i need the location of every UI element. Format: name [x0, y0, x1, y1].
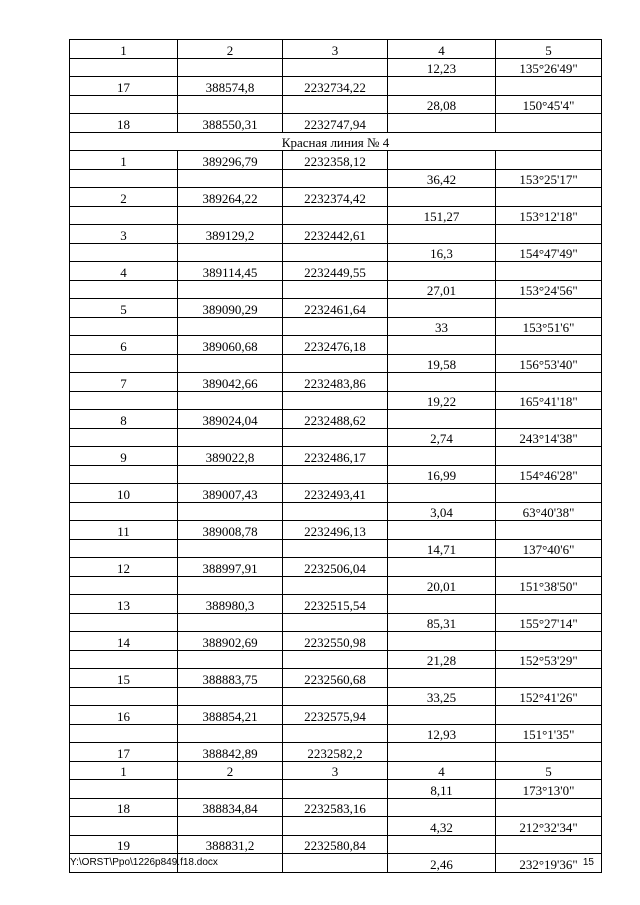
- y-coordinate-cell: [283, 206, 388, 225]
- table-row: [70, 206, 602, 225]
- x-coordinate-cell: 389114,45: [178, 262, 283, 281]
- bearing-cell: 150°45'4": [496, 95, 602, 114]
- x-coordinate-cell: [178, 780, 283, 799]
- length-cell: [388, 447, 496, 466]
- x-coordinate-cell: 389129,2: [178, 225, 283, 244]
- table-row: [70, 484, 602, 503]
- bearing-cell: 154°47'49": [496, 243, 602, 262]
- bearing-cell: 151°1'35": [496, 724, 602, 743]
- x-coordinate-cell: 388842,89: [178, 743, 283, 762]
- x-coordinate-cell: [178, 206, 283, 225]
- x-coordinate-cell: [178, 650, 283, 669]
- y-coordinate-cell: [283, 780, 388, 799]
- y-coordinate-cell: [283, 354, 388, 373]
- bearing-cell: 232°19'36": [496, 854, 602, 873]
- y-coordinate-cell: [283, 502, 388, 521]
- bearing-cell: 173°13'0": [496, 780, 602, 799]
- length-cell: 20,01: [388, 576, 496, 595]
- point-number-cell: 6: [70, 336, 178, 355]
- bearing-cell: 156°53'40": [496, 354, 602, 373]
- x-coordinate-cell: [178, 317, 283, 336]
- length-cell: 33: [388, 317, 496, 336]
- point-number-cell: 13: [70, 595, 178, 614]
- bearing-cell: [496, 558, 602, 577]
- y-coordinate-cell: [283, 817, 388, 836]
- point-number-cell: 10: [70, 484, 178, 503]
- table-row: [70, 539, 602, 558]
- y-coordinate-cell: 3: [283, 761, 388, 780]
- point-number-cell: 19: [70, 835, 178, 854]
- point-number-cell: 3: [70, 225, 178, 244]
- x-coordinate-cell: 388902,69: [178, 632, 283, 651]
- x-coordinate-cell: [178, 280, 283, 299]
- table-row: [70, 354, 602, 373]
- x-coordinate-cell: 388883,75: [178, 669, 283, 688]
- y-coordinate-cell: 2232506,04: [283, 558, 388, 577]
- bearing-cell: 152°41'26": [496, 687, 602, 706]
- x-coordinate-cell: 389060,68: [178, 336, 283, 355]
- point-number-cell: [70, 243, 178, 262]
- length-cell: [388, 743, 496, 762]
- y-coordinate-cell: 2232550,98: [283, 632, 388, 651]
- point-number-cell: 15: [70, 669, 178, 688]
- table-row: [70, 798, 602, 817]
- length-cell: 21,28: [388, 650, 496, 669]
- x-coordinate-cell: [178, 817, 283, 836]
- table-row: [70, 188, 602, 207]
- bearing-cell: 5: [496, 761, 602, 780]
- bearing-cell: [496, 77, 602, 96]
- x-coordinate-cell: 388834,84: [178, 798, 283, 817]
- x-coordinate-cell: 389296,79: [178, 151, 283, 170]
- table-row: [70, 95, 602, 114]
- length-cell: [388, 114, 496, 133]
- table-row: [70, 410, 602, 429]
- bearing-cell: 152°53'29": [496, 650, 602, 669]
- point-number-cell: [70, 817, 178, 836]
- bearing-cell: [496, 706, 602, 725]
- length-cell: [388, 669, 496, 688]
- x-coordinate-cell: 388997,91: [178, 558, 283, 577]
- bearing-cell: [496, 299, 602, 318]
- point-number-cell: [70, 724, 178, 743]
- point-number-cell: [70, 169, 178, 188]
- bearing-cell: [496, 262, 602, 281]
- point-number-cell: [70, 391, 178, 410]
- y-coordinate-cell: 2232515,54: [283, 595, 388, 614]
- bearing-cell: [496, 521, 602, 540]
- length-cell: [388, 484, 496, 503]
- bearing-cell: 135°26'49": [496, 58, 602, 77]
- footer-page-number: 15: [582, 857, 594, 868]
- x-coordinate-cell: 389264,22: [178, 188, 283, 207]
- point-number-cell: 5: [70, 299, 178, 318]
- bearing-cell: [496, 595, 602, 614]
- y-coordinate-cell: 2232493,41: [283, 484, 388, 503]
- length-cell: 16,99: [388, 465, 496, 484]
- length-cell: [388, 798, 496, 817]
- table-row: [70, 299, 602, 318]
- x-coordinate-cell: [178, 95, 283, 114]
- y-coordinate-cell: 2232583,16: [283, 798, 388, 817]
- x-coordinate-cell: [178, 169, 283, 188]
- point-number-cell: 1: [70, 40, 178, 59]
- y-coordinate-cell: [283, 650, 388, 669]
- x-coordinate-cell: 388574,8: [178, 77, 283, 96]
- bearing-cell: 137°40'6": [496, 539, 602, 558]
- table-row: [70, 576, 602, 595]
- bearing-cell: [496, 336, 602, 355]
- point-number-cell: [70, 502, 178, 521]
- y-coordinate-cell: 2232734,22: [283, 77, 388, 96]
- y-coordinate-cell: [283, 854, 388, 873]
- table-row: [70, 77, 602, 96]
- length-cell: [388, 632, 496, 651]
- length-cell: 12,23: [388, 58, 496, 77]
- bearing-cell: 153°51'6": [496, 317, 602, 336]
- point-number-cell: [70, 354, 178, 373]
- table-row: [70, 114, 602, 133]
- length-cell: [388, 262, 496, 281]
- y-coordinate-cell: [283, 465, 388, 484]
- x-coordinate-cell: 389090,29: [178, 299, 283, 318]
- y-coordinate-cell: 2232560,68: [283, 669, 388, 688]
- length-cell: 4,32: [388, 817, 496, 836]
- table-row: [70, 151, 602, 170]
- bearing-cell: 153°24'56": [496, 280, 602, 299]
- y-coordinate-cell: [283, 95, 388, 114]
- y-coordinate-cell: [283, 317, 388, 336]
- x-coordinate-cell: 2: [178, 761, 283, 780]
- y-coordinate-cell: [283, 391, 388, 410]
- y-coordinate-cell: [283, 428, 388, 447]
- table-row: [70, 595, 602, 614]
- point-number-cell: [70, 428, 178, 447]
- bearing-cell: 151°38'50": [496, 576, 602, 595]
- table-row: [70, 558, 602, 577]
- bearing-cell: 165°41'18": [496, 391, 602, 410]
- y-coordinate-cell: [283, 243, 388, 262]
- point-number-cell: [70, 206, 178, 225]
- length-cell: 28,08: [388, 95, 496, 114]
- point-number-cell: 7: [70, 373, 178, 392]
- y-coordinate-cell: 2232358,12: [283, 151, 388, 170]
- point-number-cell: 17: [70, 77, 178, 96]
- point-number-cell: 18: [70, 798, 178, 817]
- x-coordinate-cell: 389022,8: [178, 447, 283, 466]
- bearing-cell: [496, 669, 602, 688]
- length-cell: 14,71: [388, 539, 496, 558]
- y-coordinate-cell: 2232374,42: [283, 188, 388, 207]
- point-number-cell: 2: [70, 188, 178, 207]
- table-row: [70, 243, 602, 262]
- bearing-cell: 5: [496, 40, 602, 59]
- x-coordinate-cell: 389007,43: [178, 484, 283, 503]
- table-row: [70, 521, 602, 540]
- bearing-cell: 243°14'38": [496, 428, 602, 447]
- bearing-cell: [496, 632, 602, 651]
- length-cell: [388, 188, 496, 207]
- point-number-cell: 9: [70, 447, 178, 466]
- table-row: [70, 317, 602, 336]
- x-coordinate-cell: [178, 243, 283, 262]
- bearing-cell: 153°25'17": [496, 169, 602, 188]
- x-coordinate-cell: 389042,66: [178, 373, 283, 392]
- table-row: [70, 650, 602, 669]
- point-number-cell: 14: [70, 632, 178, 651]
- table-row: [70, 225, 602, 244]
- table-row: [70, 58, 602, 77]
- bearing-cell: [496, 798, 602, 817]
- y-coordinate-cell: 2232442,61: [283, 225, 388, 244]
- point-number-cell: 8: [70, 410, 178, 429]
- y-coordinate-cell: [283, 539, 388, 558]
- table-row: [70, 391, 602, 410]
- table-row: [70, 447, 602, 466]
- point-number-cell: 1: [70, 761, 178, 780]
- x-coordinate-cell: 389008,78: [178, 521, 283, 540]
- x-coordinate-cell: [178, 502, 283, 521]
- point-number-cell: [70, 280, 178, 299]
- point-number-cell: [70, 465, 178, 484]
- bearing-cell: 153°12'18": [496, 206, 602, 225]
- length-cell: [388, 373, 496, 392]
- length-cell: 85,31: [388, 613, 496, 632]
- point-number-cell: 11: [70, 521, 178, 540]
- column-number-row: [70, 40, 602, 59]
- point-number-cell: [70, 539, 178, 558]
- y-coordinate-cell: 2232461,64: [283, 299, 388, 318]
- length-cell: 4: [388, 761, 496, 780]
- x-coordinate-cell: 388831,2: [178, 835, 283, 854]
- table-row: [70, 373, 602, 392]
- length-cell: [388, 558, 496, 577]
- table-row: [70, 465, 602, 484]
- table-row: [70, 613, 602, 632]
- x-coordinate-cell: [178, 391, 283, 410]
- x-coordinate-cell: [178, 354, 283, 373]
- point-number-cell: 12: [70, 558, 178, 577]
- y-coordinate-cell: 2232580,84: [283, 835, 388, 854]
- column-number-row: [70, 761, 602, 780]
- x-coordinate-cell: 388550,31: [178, 114, 283, 133]
- length-cell: 3,04: [388, 502, 496, 521]
- length-cell: [388, 299, 496, 318]
- length-cell: [388, 410, 496, 429]
- bearing-cell: [496, 114, 602, 133]
- table-row: [70, 502, 602, 521]
- table-row: [70, 669, 602, 688]
- bearing-cell: [496, 151, 602, 170]
- table-row: [70, 280, 602, 299]
- length-cell: [388, 77, 496, 96]
- length-cell: 16,3: [388, 243, 496, 262]
- point-number-cell: [70, 780, 178, 799]
- point-number-cell: [70, 650, 178, 669]
- bearing-cell: [496, 188, 602, 207]
- point-number-cell: [70, 613, 178, 632]
- bearing-cell: 154°46'28": [496, 465, 602, 484]
- point-number-cell: 17: [70, 743, 178, 762]
- length-cell: [388, 521, 496, 540]
- length-cell: 33,25: [388, 687, 496, 706]
- y-coordinate-cell: [283, 724, 388, 743]
- point-number-cell: 18: [70, 114, 178, 133]
- table-row: [70, 687, 602, 706]
- x-coordinate-cell: 389024,04: [178, 410, 283, 429]
- length-cell: 2,74: [388, 428, 496, 447]
- table-row: [70, 706, 602, 725]
- x-coordinate-cell: [178, 428, 283, 447]
- bearing-cell: [496, 835, 602, 854]
- y-coordinate-cell: [283, 687, 388, 706]
- length-cell: [388, 706, 496, 725]
- length-cell: [388, 225, 496, 244]
- length-cell: 36,42: [388, 169, 496, 188]
- length-cell: [388, 336, 496, 355]
- bearing-cell: 63°40'38": [496, 502, 602, 521]
- length-cell: [388, 151, 496, 170]
- y-coordinate-cell: 2232483,86: [283, 373, 388, 392]
- y-coordinate-cell: [283, 169, 388, 188]
- table-row: [70, 169, 602, 188]
- x-coordinate-cell: 2: [178, 40, 283, 59]
- length-cell: 4: [388, 40, 496, 59]
- length-cell: 19,22: [388, 391, 496, 410]
- bearing-cell: [496, 743, 602, 762]
- x-coordinate-cell: [178, 58, 283, 77]
- x-coordinate-cell: [178, 613, 283, 632]
- y-coordinate-cell: 2232747,94: [283, 114, 388, 133]
- y-coordinate-cell: 2232582,2: [283, 743, 388, 762]
- length-cell: 19,58: [388, 354, 496, 373]
- point-number-cell: [70, 58, 178, 77]
- coordinates-table-body: [70, 40, 602, 873]
- coordinates-table: [69, 39, 602, 873]
- y-coordinate-cell: 2232496,13: [283, 521, 388, 540]
- point-number-cell: [70, 687, 178, 706]
- bearing-cell: [496, 447, 602, 466]
- bearing-cell: 212°32'34": [496, 817, 602, 836]
- point-number-cell: [70, 95, 178, 114]
- x-coordinate-cell: [178, 465, 283, 484]
- y-coordinate-cell: 2232476,18: [283, 336, 388, 355]
- bearing-cell: [496, 373, 602, 392]
- length-cell: 8,11: [388, 780, 496, 799]
- length-cell: 2,46: [388, 854, 496, 873]
- length-cell: 12,93: [388, 724, 496, 743]
- point-number-cell: 4: [70, 262, 178, 281]
- table-row: [70, 428, 602, 447]
- y-coordinate-cell: [283, 576, 388, 595]
- point-number-cell: [70, 317, 178, 336]
- section-header-row: [70, 132, 602, 151]
- x-coordinate-cell: [178, 539, 283, 558]
- x-coordinate-cell: [178, 687, 283, 706]
- y-coordinate-cell: 2232488,62: [283, 410, 388, 429]
- table-row: [70, 262, 602, 281]
- x-coordinate-cell: 388980,3: [178, 595, 283, 614]
- x-coordinate-cell: 388854,21: [178, 706, 283, 725]
- y-coordinate-cell: 2232575,94: [283, 706, 388, 725]
- table-row: [70, 743, 602, 762]
- section-title: Красная линия № 4: [70, 132, 602, 151]
- table-row: [70, 835, 602, 854]
- y-coordinate-cell: 2232449,55: [283, 262, 388, 281]
- table-row: [70, 632, 602, 651]
- y-coordinate-cell: 2232486,17: [283, 447, 388, 466]
- bearing-cell: [496, 410, 602, 429]
- bearing-cell: [496, 484, 602, 503]
- length-cell: [388, 595, 496, 614]
- table-row: [70, 724, 602, 743]
- length-cell: 27,01: [388, 280, 496, 299]
- footer-file-path: Y:\ORST\Ppo\1226p849.f18.docx: [70, 857, 218, 868]
- y-coordinate-cell: [283, 613, 388, 632]
- y-coordinate-cell: [283, 280, 388, 299]
- x-coordinate-cell: [178, 724, 283, 743]
- point-number-cell: 1: [70, 151, 178, 170]
- bearing-cell: 155°27'14": [496, 613, 602, 632]
- point-number-cell: [70, 576, 178, 595]
- y-coordinate-cell: [283, 58, 388, 77]
- y-coordinate-cell: 3: [283, 40, 388, 59]
- table-row: [70, 336, 602, 355]
- table-row: [70, 780, 602, 799]
- length-cell: [388, 835, 496, 854]
- table-row: [70, 817, 602, 836]
- point-number-cell: 16: [70, 706, 178, 725]
- bearing-cell: [496, 225, 602, 244]
- x-coordinate-cell: [178, 576, 283, 595]
- length-cell: 151,27: [388, 206, 496, 225]
